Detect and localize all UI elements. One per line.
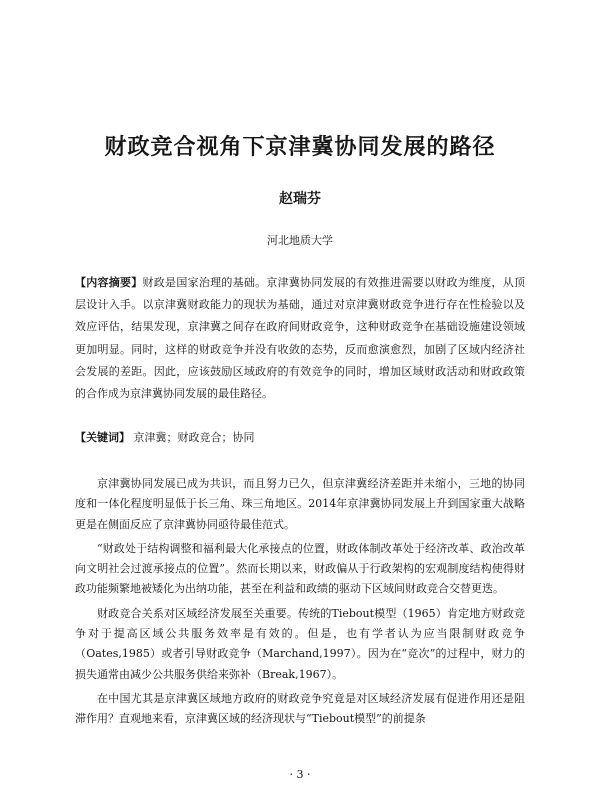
page-number: · 3 ·: [289, 768, 311, 781]
article-title: 财政竞合视角下京津冀协同发展的路径: [104, 135, 496, 160]
paragraph: 在中国尤其是京津冀区域地方政府的财政竞争究竟是对区域经济发展有促进作用还是阻滞作用？直观地来看，京津冀区域的经济现状与“Tiebout模型”的前提条: [75, 691, 525, 726]
paragraph: 京津冀协同发展已成为共识，而且努力已久，但京津冀经济差距并未缩小，三地的协同度和一体化程度明显低于长三角、珠三角地区。2014年京津冀协同发展上升到国家重大战略更是在侧面反应了京津冀协同亟待最佳范式。: [75, 477, 525, 531]
abstract-label: 【内容摘要】: [75, 276, 143, 289]
author-name: 赵瑞芬: [279, 191, 321, 207]
keywords-text: 京津冀；财政竞合；协同: [133, 431, 255, 444]
keywords: [75, 428, 525, 448]
paragraph: “财政处于结构调整和福利最大化承接点的位置，财政体制改革处于经济改革、政治改革向文明社会过渡承接点的位置”。然而长期以来，财政偏从于行政架构的宏观制度结构使得财政功能频繁地被矮化为出纳功能，甚至在利益和政绩的驱动下区域间财政竞合交替更迭。: [75, 541, 525, 596]
paragraph: 财政竞合关系对区域经济发展至关重要。传统的Tiebout模型（1965）肯定地方财政竞争对于提高区域公共服务效率是有效的。但是，也有学者认为应当限制财政竞争（Oates,1985）或者引导财政竞争（Marchand,1997）。因为在“竞次”的过程中，财力的损失通常由减少公共服务供给来弥补（Break,1967）。: [75, 606, 525, 681]
abstract-text: 财政是国家治理的基础。京津冀协同发展的有效推进需要以财政为维度，从顶层设计入手。以京津冀财政能力的现状为基础，通过对京津冀财政竞争进行存在性检验以及效应评估，结果发现，京津冀之间存在政府间财政竞争，这种财政竞争在基础设施建设领域更加明显。同时，这样的财政竞争并没有收敛的态势，反而愈演愈烈，加剧了区域内经济社会发展的差距。因此，应该鼓励区域政府的有效竞争的同时，增加区域财政活动和财政政策的合作成为京津冀协同发展的最佳路径。: [75, 276, 526, 401]
keywords-label: 【关键词】: [75, 431, 130, 444]
abstract: [75, 272, 525, 405]
body-text: [75, 474, 525, 734]
author-affiliation: 河北地质大学: [267, 234, 333, 247]
